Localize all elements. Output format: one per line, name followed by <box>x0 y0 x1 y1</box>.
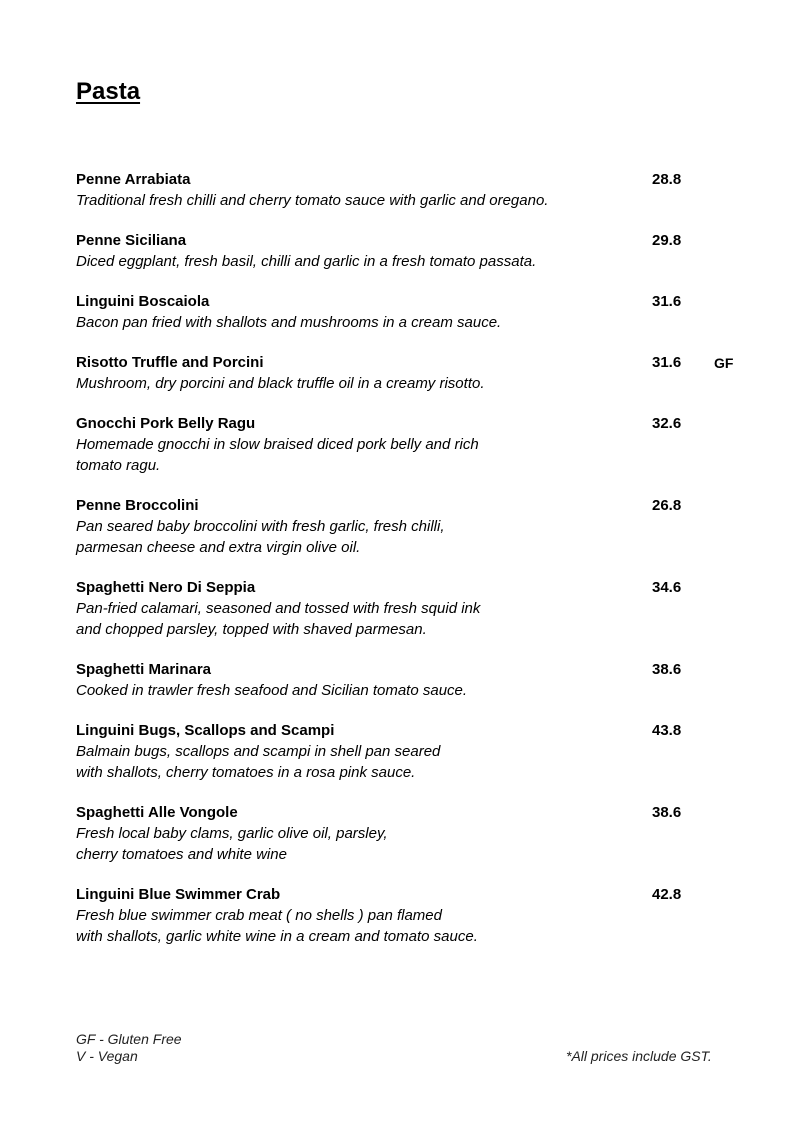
dish-price: 34.6 <box>652 579 682 596</box>
dish-description: Traditional fresh chilli and cherry tomato sauce with garlic and oregano. <box>76 192 549 209</box>
legend-vegan: V - Vegan <box>76 1048 138 1064</box>
dish-price: 26.8 <box>652 497 682 514</box>
dish-price: 28.8 <box>652 171 682 188</box>
dish-name: Penne Siciliana <box>76 232 187 249</box>
dish-name: Spaghetti Alle Vongole <box>76 804 238 821</box>
menu-item <box>76 353 756 394</box>
dish-name: Risotto Truffle and Porcini <box>76 354 264 371</box>
dietary-legend <box>76 1031 182 1065</box>
menu-item <box>76 660 756 701</box>
menu-item <box>76 414 756 476</box>
dish-price: 31.6 <box>652 354 682 371</box>
legend-gluten-free: GF - Gluten Free <box>76 1031 182 1047</box>
dish-description: Cooked in trawler fresh seafood and Sicilian tomato sauce. <box>76 682 468 699</box>
dish-name: Penne Arrabiata <box>76 171 191 188</box>
dish-name: Spaghetti Marinara <box>76 661 212 678</box>
menu-item <box>76 231 756 272</box>
dish-description: Homemade gnocchi in slow braised diced pork belly and rich tomato ragu. <box>76 436 479 474</box>
gst-note: *All prices include GST. <box>566 1048 712 1064</box>
menu-item <box>76 721 756 783</box>
dish-price: 43.8 <box>652 722 682 739</box>
menu-item <box>76 170 756 211</box>
menu-list <box>76 170 756 967</box>
menu-item <box>76 496 756 558</box>
menu-item <box>76 292 756 333</box>
menu-item <box>76 885 756 947</box>
dish-description: Pan seared baby broccolini with fresh garlic, fresh chilli, parmesan cheese and extra virgin olive oil. <box>76 518 445 556</box>
dish-name: Linguini Boscaiola <box>76 293 210 310</box>
dish-price: 29.8 <box>652 232 682 249</box>
dish-price: 31.6 <box>652 293 682 310</box>
dish-description: Pan-fried calamari, seasoned and tossed with fresh squid ink and chopped parsley, topped with shaved parmesan. <box>76 600 481 638</box>
dish-price: 38.6 <box>652 804 682 821</box>
dish-price: 38.6 <box>652 661 682 678</box>
dish-name: Linguini Bugs, Scallops and Scampi <box>76 722 335 739</box>
dish-description: Balmain bugs, scallops and scampi in shell pan seared with shallots, cherry tomatoes in a rosa pink sauce. <box>76 743 441 781</box>
dish-name: Penne Broccolini <box>76 497 199 514</box>
dish-description: Fresh blue swimmer crab meat ( no shells ) pan flamed with shallots, garlic white wine in a cream and tomato sauce. <box>76 907 478 945</box>
dish-description: Diced eggplant, fresh basil, chilli and garlic in a fresh tomato passata. <box>76 253 537 270</box>
dish-price: 32.6 <box>652 415 682 432</box>
menu-item <box>76 578 756 640</box>
dish-price: 42.8 <box>652 886 682 903</box>
dish-name: Gnocchi Pork Belly Ragu <box>76 415 256 432</box>
menu-item <box>76 803 756 865</box>
dish-description: Bacon pan fried with shallots and mushrooms in a cream sauce. <box>76 314 502 331</box>
dish-description: Mushroom, dry porcini and black truffle oil in a creamy risotto. <box>76 375 485 392</box>
dish-description: Fresh local baby clams, garlic olive oil, parsley, cherry tomatoes and white wine <box>76 825 388 863</box>
dish-name: Linguini Blue Swimmer Crab <box>76 886 281 903</box>
gluten-free-badge: GF <box>714 355 734 371</box>
page-title: Pasta <box>76 78 141 105</box>
dish-name: Spaghetti Nero Di Seppia <box>76 579 256 596</box>
